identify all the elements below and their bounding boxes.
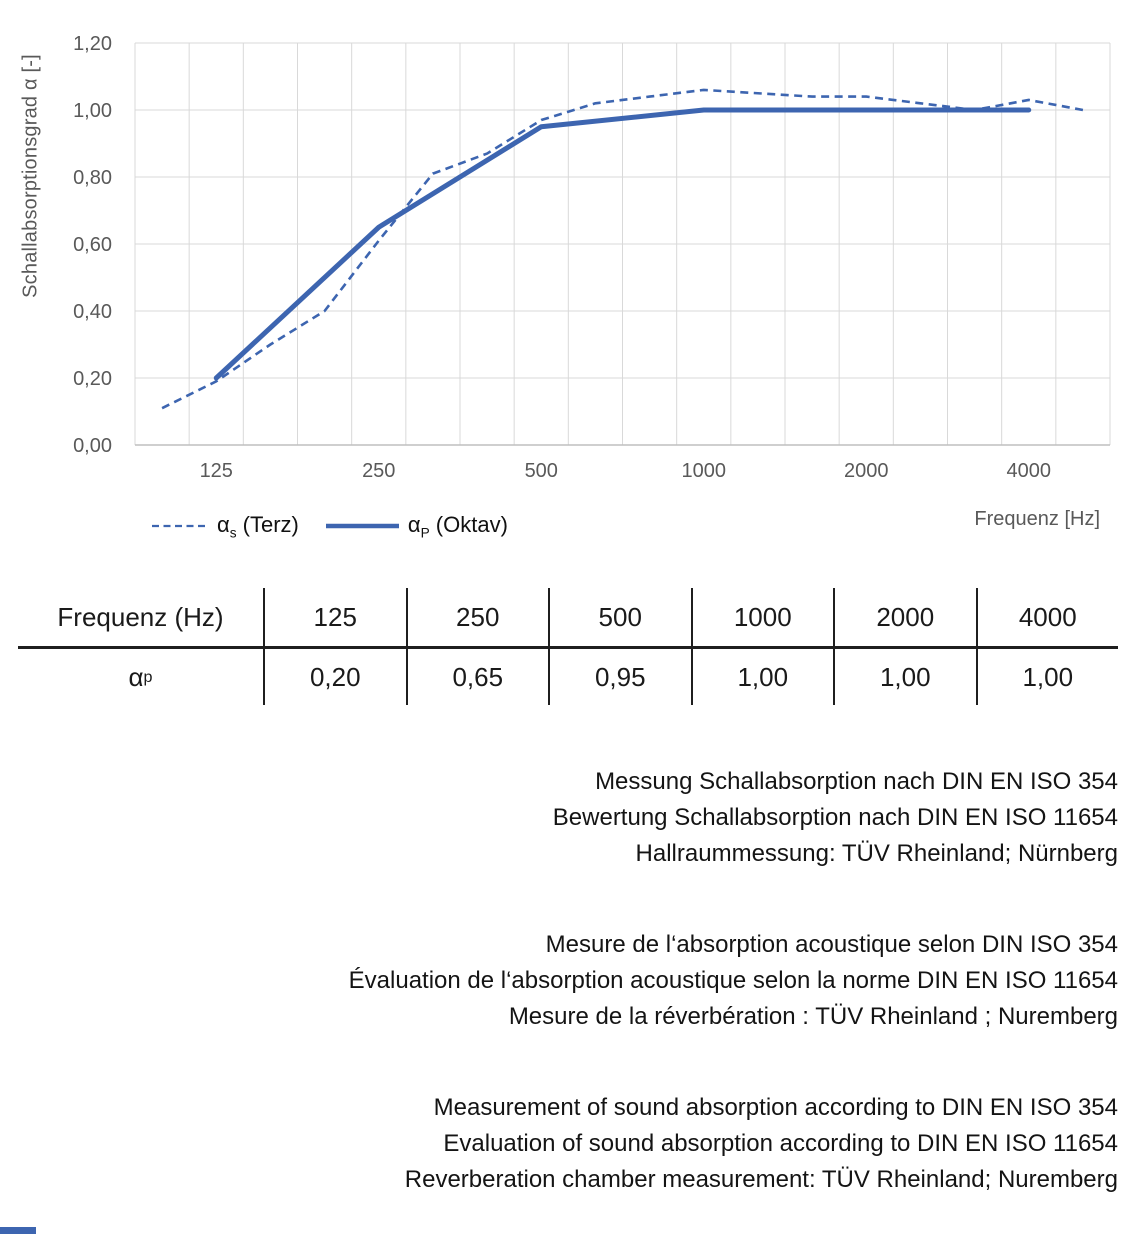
- notes-french: [349, 927, 1118, 1035]
- table-header-cell: 125: [265, 588, 408, 646]
- y-tick-label: 0,80: [73, 167, 112, 189]
- text-line: Évaluation de l‘absorption acoustique selon la norme DIN EN ISO 11654: [348, 967, 1118, 994]
- table-value-cell: 0,65: [408, 649, 551, 705]
- text-line: Measurement of sound absorption according to DIN EN ISO 354: [433, 1094, 1118, 1121]
- text-line: Mesure de la réverbération : TÜV Rheinland ; Nuremberg: [508, 1003, 1118, 1030]
- y-tick-label: 0,00: [73, 435, 112, 457]
- table-header-row: [18, 588, 1118, 646]
- text-line: Messung Schallabsorption nach DIN EN ISO 354: [595, 768, 1118, 795]
- legend-dashed-line-sample: [152, 523, 208, 529]
- legend-solid-line-sample: [326, 522, 399, 530]
- table-value-cell: 1,00: [1022, 661, 1074, 692]
- legend-label-oktav: $\alpha_P$ (Oktav): [407, 512, 508, 541]
- table-value-cell: 1,00: [835, 649, 978, 705]
- legend-label-terz: $\alpha_s$ (Terz): [217, 512, 299, 541]
- footer-accent-bar: [0, 1227, 36, 1234]
- table-header-cell: 2000: [835, 588, 978, 646]
- y-tick-label: 1,20: [73, 33, 112, 55]
- y-tick-label: 1,00: [73, 100, 112, 122]
- table-value-cell: 1,00: [693, 649, 836, 705]
- table-value-cell: 0,20: [265, 649, 408, 705]
- legend-item-oktav: [326, 512, 508, 540]
- table-header-cell: 1000: [693, 588, 836, 646]
- text-line: Evaluation of sound absorption according to DIN EN ISO 11654: [443, 1130, 1118, 1157]
- x-tick-label: 2000: [844, 460, 889, 482]
- absorption-chart: [0, 0, 1135, 492]
- table-value-row: [18, 649, 1118, 705]
- x-tick-label: 125: [199, 460, 233, 482]
- y-tick-label: 0,40: [73, 301, 112, 323]
- x-tick-label: 250: [362, 460, 396, 482]
- y-axis-title: Schallabsorptionsgrad α [-]: [19, 54, 42, 298]
- text-line: Mesure de l‘absorption acoustique selon DIN ISO 354: [545, 931, 1118, 958]
- legend-item-terz: [152, 512, 299, 540]
- text-line: Bewertung Schallabsorption nach DIN EN ISO 11654: [552, 804, 1118, 831]
- table-corner-header: Frequenz (Hz): [18, 588, 265, 646]
- x-tick-label: 500: [524, 460, 558, 482]
- alpha-p-table: [18, 588, 1118, 705]
- x-axis-title: Frequenz [Hz]: [974, 508, 1100, 530]
- notes-english: [405, 1090, 1118, 1198]
- table-header-cell: 250: [408, 588, 551, 646]
- notes-german: [553, 764, 1118, 872]
- table-header-cell: 500: [550, 588, 693, 646]
- y-tick-label: 0,20: [73, 368, 112, 390]
- table-header-cell: 4000: [1018, 601, 1077, 632]
- table-value-cell: 0,95: [550, 649, 693, 705]
- text-line: Reverberation chamber measurement: TÜV Rheinland; Nuremberg: [404, 1166, 1118, 1193]
- y-tick-label: 0,60: [73, 234, 112, 256]
- chart-legend: [152, 512, 508, 540]
- table-row-label: α p: [18, 649, 265, 705]
- text-line: Hallraummessung: TÜV Rheinland; Nürnberg: [635, 840, 1118, 867]
- x-tick-label: 1000: [681, 460, 726, 482]
- x-tick-label: 4000: [1006, 460, 1051, 482]
